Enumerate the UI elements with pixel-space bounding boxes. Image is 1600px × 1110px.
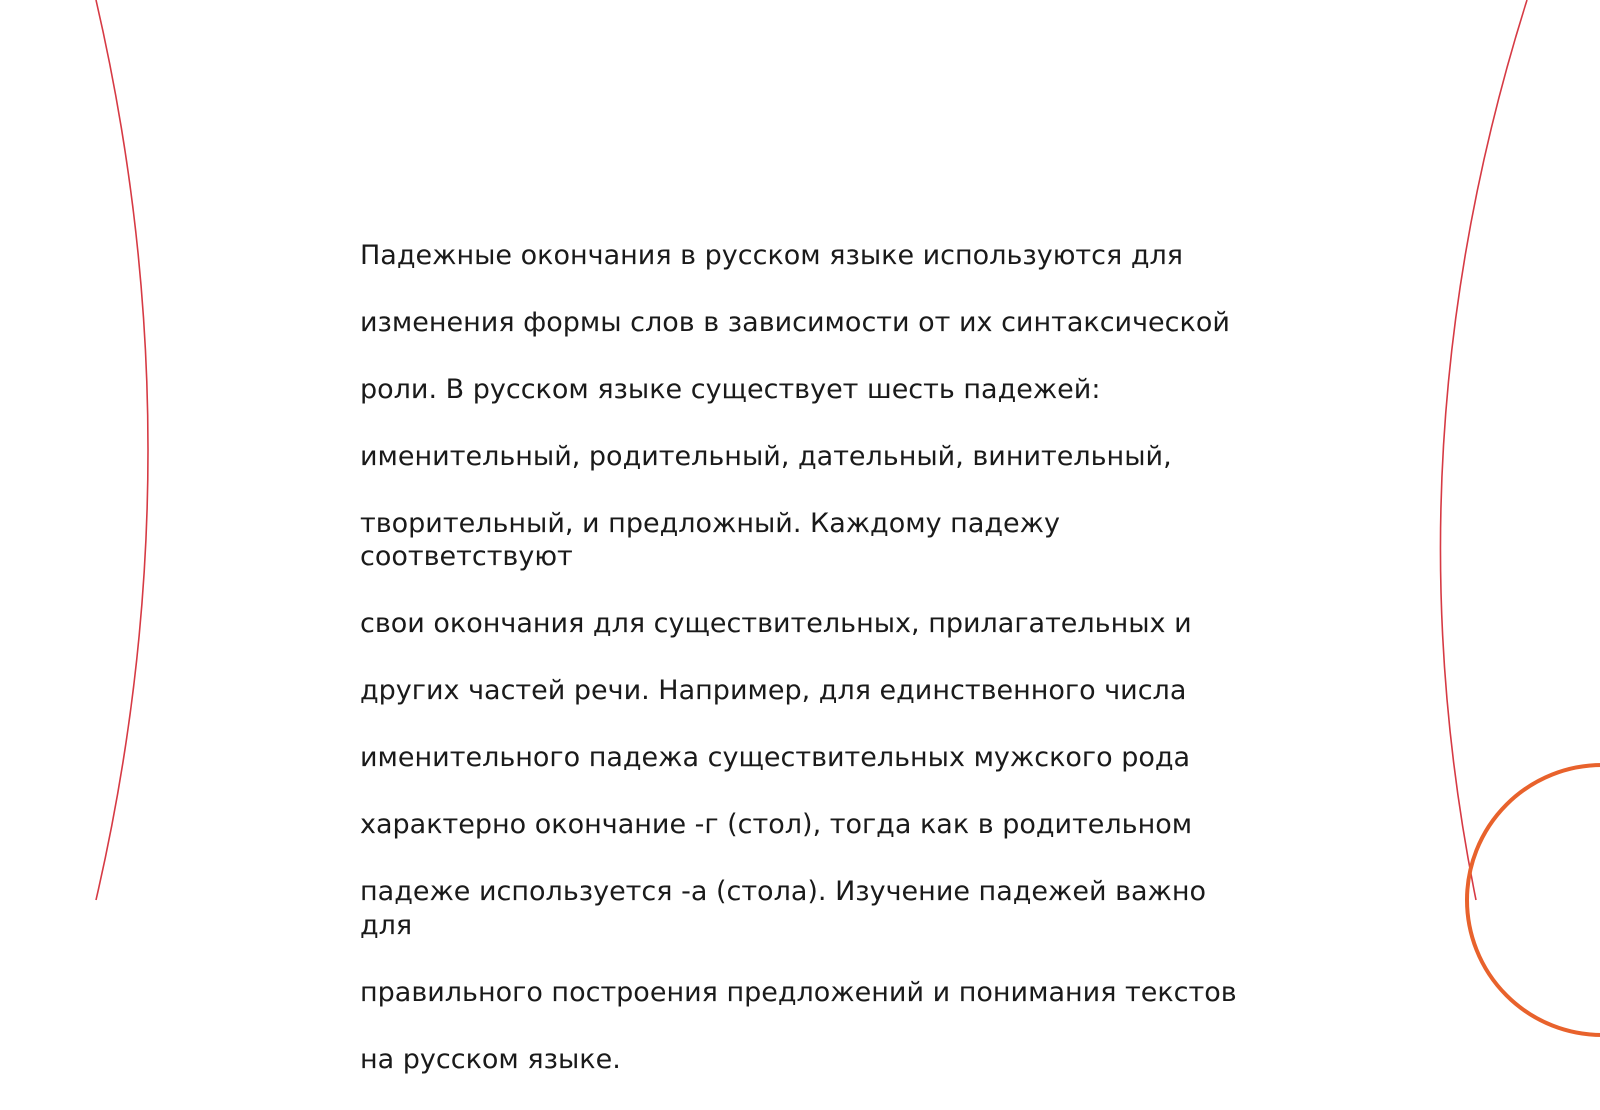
paragraph-line: именительного падежа существительных мужского рода bbox=[360, 742, 1191, 773]
paragraph-line: творительный, и предложный. Каждому падежу соответствуют bbox=[360, 507, 1060, 572]
paragraph-line: свои окончания для существительных, прилагательных и bbox=[360, 608, 1192, 639]
paragraph-line: Падежные окончания в русском языке используются для bbox=[360, 239, 1183, 271]
right-arc-line bbox=[1440, 0, 1527, 900]
body-paragraph bbox=[360, 205, 1240, 1110]
paragraph-line: других частей речи. Например, для единственного числа bbox=[360, 675, 1187, 706]
paragraph-line: падеже используется -а (стола). Изучение падежей важно для bbox=[360, 876, 1207, 941]
paragraph-line: правильного построения предложений и понимания текстов bbox=[360, 976, 1237, 1008]
left-arc-line bbox=[96, 0, 148, 900]
paragraph-line: характерно окончание -г (стол), тогда как в родительном bbox=[360, 809, 1193, 840]
paragraph-line: роли. В русском языке существует шесть падежей: bbox=[360, 373, 1101, 405]
bottom-right-accent-circle bbox=[1467, 765, 1600, 1035]
paragraph-line: на русском языке. bbox=[360, 1043, 621, 1075]
paragraph-line: именительный, родительный, дательный, винительный, bbox=[360, 440, 1172, 472]
paragraph-line: изменения формы слов в зависимости от их синтаксической bbox=[360, 306, 1230, 338]
